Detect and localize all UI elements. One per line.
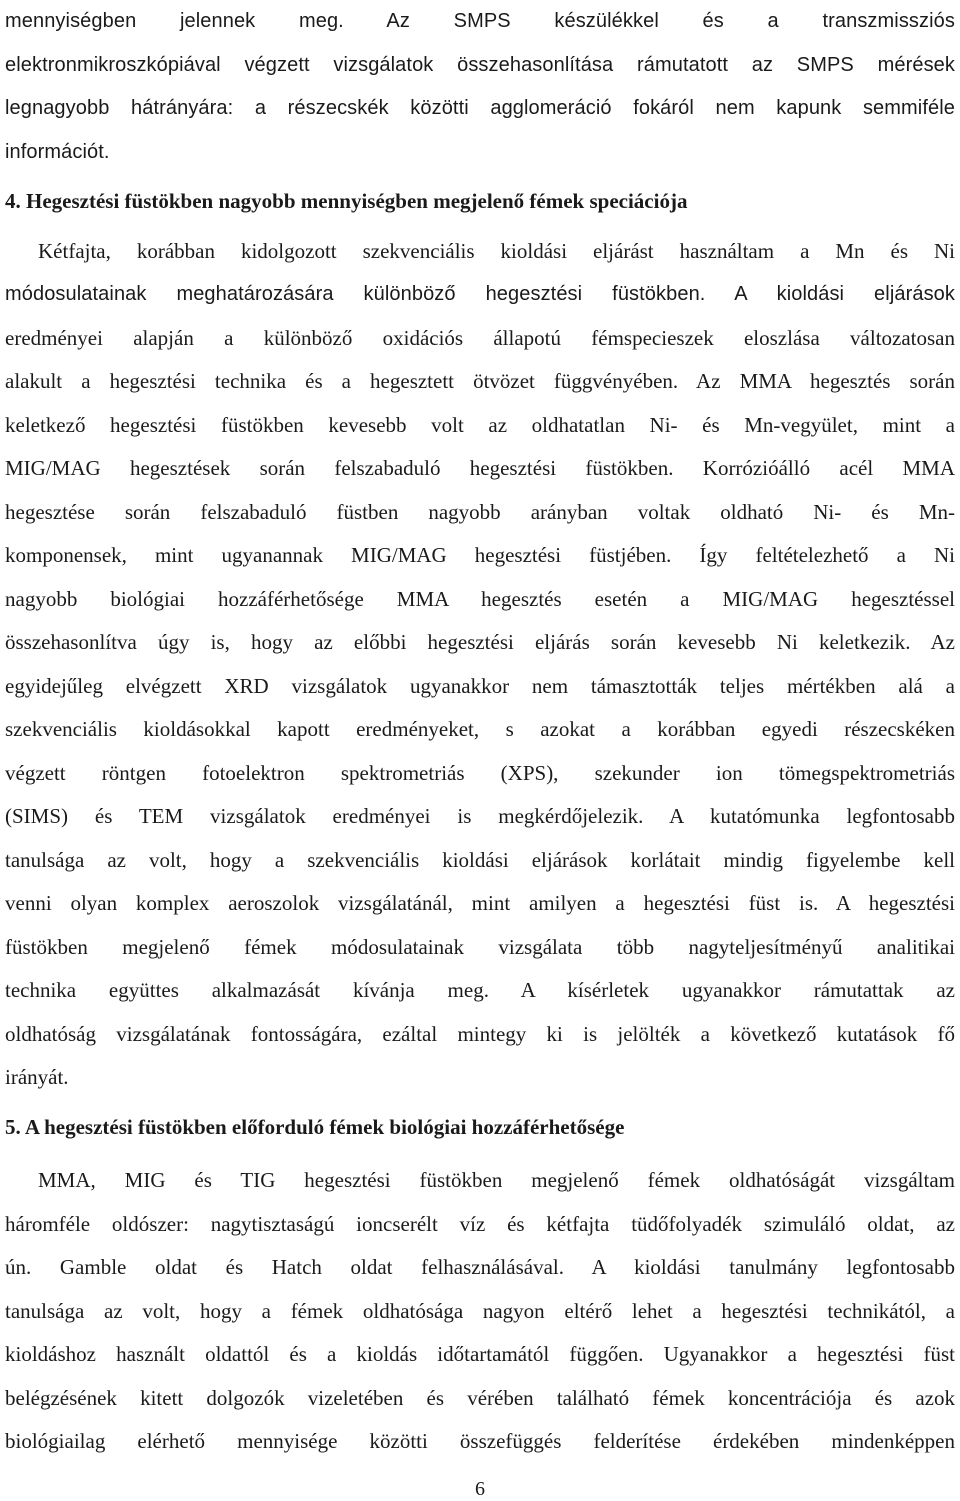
text-line: füstökben megjelenő fémek módosulatainak vizsgálata több nagyteljesítményű analitikai	[5, 934, 955, 959]
text-line: összehasonlítva úgy is, hogy az előbbi hegesztési eljárás során kevesebb Ni keletkezik. Az	[5, 630, 955, 654]
text-line: egyidejűleg elvégzett XRD vizsgálatok ugyanakkor nem támasztották teljes mértékben alá a	[5, 673, 955, 698]
text-line: venni olyan komplex aeroszolok vizsgálatánál, mint amilyen a hegesztési füst is. A hegesztési	[5, 891, 955, 915]
text-line: végzett röntgen fotoelektron spektrometriás (XPS), szekunder ion tömegspektrometriás	[5, 760, 955, 785]
text-line: eredményei alapján a különböző oxidációs állapotú fémspecieszek eloszlása változatosan	[5, 325, 955, 350]
text-line: alakult a hegesztési technika és a hegesztett ötvözet függvényében. Az MMA hegesztés során	[5, 369, 955, 393]
text-line: MMA, MIG és TIG hegesztési füstökben megjelenő fémek oldhatóságát vizsgáltam	[38, 1168, 955, 1192]
text-line: keletkező hegesztési füstökben kevesebb volt az oldhatatlan Ni- és Mn-vegyület, mint a	[5, 412, 955, 437]
text-line: nagyobb biológiai hozzáférhetősége MMA hegesztés esetén a MIG/MAG hegesztéssel	[5, 586, 955, 611]
text-line: hegesztése során felszabaduló füstben nagyobb arányban voltak oldható Ni- és Mn-	[5, 499, 955, 524]
text-line: kioldáshoz használt oldattól és a kioldás időtartamától függően. Ugyanakkor a hegesztési füst	[5, 1342, 955, 1366]
text-line: szekvenciális kioldásokkal kapott eredményeket, s azokat a korábban egyedi részecskéken	[5, 717, 955, 741]
text-line: háromféle oldószer: nagytisztaságú ioncserélt víz és kétfajta tüdőfolyadék szimuláló oldat, az	[5, 1211, 955, 1236]
text-line: ún. Gamble oldat és Hatch oldat felhasználásával. A kioldási tanulmány legfontosabb	[5, 1255, 955, 1279]
section-5-heading: 5. A hegesztési füstökben előforduló fémek biológiai hozzáférhetősége	[5, 1114, 625, 1139]
text-line: komponensek, mint ugyanannak MIG/MAG hegesztési füstjében. Így feltételezhető a Ni	[5, 543, 955, 567]
text-line: Kétfajta, korábban kidolgozott szekvenciális kioldási eljárást használtam a Mn és Ni	[38, 238, 955, 263]
intro-paragraph	[5, 0, 955, 174]
text-line: tanulsága az volt, hogy a fémek oldhatósága nagyon eltérő lehet a hegesztési technikától, a	[5, 1298, 955, 1323]
text-line: biológiailag elérhető mennyisége közötti összefüggés felderítése érdekében mindenképpen	[5, 1429, 955, 1453]
section-4-paragraph	[5, 230, 955, 1100]
text-line: MIG/MAG hegesztések során felszabaduló hegesztési füstökben. Korrózióálló acél MMA	[5, 456, 955, 480]
section-4-heading: 4. Hegesztési füstökben nagyobb mennyiségben megjelenő fémek speciációja	[5, 189, 688, 213]
text-line: irányát.	[5, 1065, 69, 1089]
text-line: oldhatóság vizsgálatának fontosságára, ezáltal mintegy ki is jelölték a következő kutatások fő	[5, 1021, 955, 1046]
text-line: technika együttes alkalmazását kívánja meg. A kísérletek ugyanakkor rámutattak az	[5, 978, 955, 1002]
document-page	[5, 0, 955, 1464]
text-line: információt.	[5, 140, 110, 163]
text-line: tanulsága az volt, hogy a szekvenciális kioldási eljárások korlátait mindig figyelembe kell	[5, 847, 955, 872]
text-line: elektronmikroszkópiával végzett vizsgálatok összehasonlítása rámutatott az SMPS mérések	[5, 53, 955, 76]
text-line: legnagyobb hátrányára: a részecskék közötti agglomeráció fokáról nem kapunk semmiféle	[5, 97, 955, 119]
section-5-paragraph	[5, 1159, 955, 1464]
text-line: belégzésének kitett dolgozók vizeletében és vérében található fémek koncentrációja és azok	[5, 1385, 955, 1410]
text-line: (SIMS) és TEM vizsgálatok eredményei is megkérdőjelezik. A kutatómunka legfontosabb	[5, 804, 955, 828]
text-line: módosulatainak meghatározására különböző hegesztési füstökben. A kioldási eljárások	[5, 283, 955, 305]
page-number: 6	[475, 1478, 485, 1500]
text-line: mennyiségben jelennek meg. Az SMPS készülékkel és a transzmissziós	[5, 10, 955, 32]
